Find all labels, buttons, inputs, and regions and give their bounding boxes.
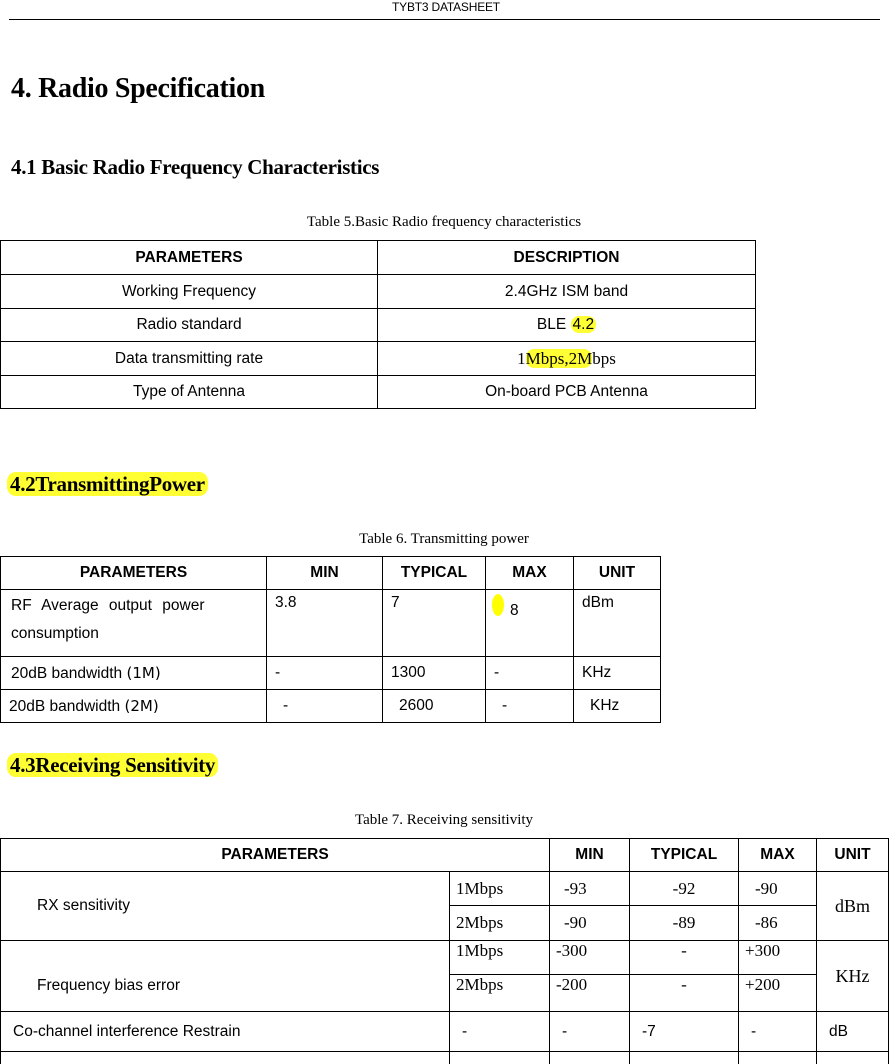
table-7-caption: Table 7. Receiving sensitivity — [354, 812, 534, 828]
param-cell: Radio standard — [1, 309, 378, 342]
rate-cell: 2Mbps — [450, 906, 550, 941]
unit-cell: dB — [817, 1012, 889, 1052]
subsection-title-4-1: 4.1 Basic Radio Frequency Characteristics — [11, 155, 380, 179]
table-row — [1, 657, 661, 690]
max-cell: -90 — [739, 872, 817, 906]
desc-cell — [378, 309, 756, 342]
highlight-mark — [492, 594, 504, 616]
table-row — [1, 941, 889, 975]
min-cell: - — [267, 657, 383, 690]
param-cell — [1, 690, 267, 723]
typical-cell: - — [630, 941, 739, 975]
table-header-row — [1, 839, 889, 872]
max-cell: -86 — [739, 906, 817, 941]
table-row — [1, 590, 661, 657]
min-cell: - — [550, 1012, 630, 1052]
table-row — [1, 342, 756, 376]
min-cell: -300 — [550, 941, 630, 975]
table-6-transmitting-power — [0, 556, 661, 723]
param-text: 20dB bandwidth — [11, 664, 123, 682]
header-typical: TYPICAL — [383, 557, 486, 590]
header-rule — [9, 19, 880, 20]
typical-cell: -7 — [630, 1012, 739, 1052]
max-cell: +300 — [739, 941, 817, 975]
table-row — [1, 376, 756, 409]
subsection-title-4-3 — [7, 752, 218, 778]
param-cell: Data transmitting rate — [1, 342, 378, 376]
min-cell: -200 — [550, 975, 630, 1012]
rate-cell: - — [450, 1012, 550, 1052]
max-value: 8 — [510, 602, 519, 619]
min-cell: -93 — [550, 872, 630, 906]
table-row — [1, 1012, 889, 1052]
param-suffix: (1M) — [126, 663, 161, 682]
max-cell: +200 — [739, 975, 817, 1012]
running-header: TYBT3 DATASHEET — [392, 0, 500, 14]
typical-cell: 7 — [383, 590, 486, 657]
param-cell: Co-channel interference Restrain — [1, 1012, 450, 1052]
empty-cell — [450, 1052, 550, 1064]
param-cell: Working Frequency — [1, 275, 378, 309]
table-row — [1, 690, 661, 723]
empty-cell — [1, 1052, 450, 1064]
header-max: MAX — [486, 557, 574, 590]
header-unit: UNIT — [817, 839, 889, 872]
param-suffix: (2M) — [124, 696, 159, 715]
table-row — [1, 872, 889, 906]
section-title: 4. Radio Specification — [11, 73, 265, 104]
typical-cell: - — [630, 975, 739, 1012]
param-cell: RX sensitivity — [1, 872, 450, 941]
empty-cell — [739, 1052, 817, 1064]
highlighted-text: Mbps,2M — [525, 348, 593, 368]
header-parameters: PARAMETERS — [1, 557, 267, 590]
table-5-basic-rf — [0, 240, 756, 409]
typical-cell: 2600 — [383, 690, 486, 723]
table-6-caption: Table 6. Transmitting power — [359, 531, 529, 547]
desc-text: bps — [592, 348, 616, 368]
desc-text: 1 — [517, 348, 526, 368]
rate-cell: 1Mbps — [450, 872, 550, 906]
table-header-row — [1, 241, 756, 275]
typical-cell: -92 — [630, 872, 739, 906]
unit-cell: KHz — [817, 941, 889, 1012]
empty-cell — [630, 1052, 739, 1064]
param-cell — [1, 657, 267, 690]
param-cell: Frequency bias error — [1, 941, 450, 1012]
highlighted-heading: 4.3Receiving Sensitivity — [7, 753, 218, 777]
desc-cell — [378, 342, 756, 376]
desc-cell: 2.4GHz ISM band — [378, 275, 756, 309]
table-5-caption: Table 5.Basic Radio frequency characteristics — [306, 214, 582, 230]
min-cell: 3.8 — [267, 590, 383, 657]
unit-cell: KHz — [574, 690, 661, 723]
header-parameters: PARAMETERS — [1, 839, 550, 872]
unit-cell: dBm — [574, 590, 661, 657]
subsection-title-4-2 — [7, 471, 208, 497]
highlighted-heading: 4.2TransmittingPower — [7, 472, 208, 496]
header-min: MIN — [267, 557, 383, 590]
header-parameters: PARAMETERS — [1, 241, 378, 275]
param-cell: RF Average output power consumption — [1, 590, 267, 657]
highlighted-text: 4.2 — [572, 316, 595, 333]
table-row — [1, 309, 756, 342]
table-row — [1, 275, 756, 309]
header-unit: UNIT — [574, 557, 661, 590]
rate-cell: 1Mbps — [450, 941, 550, 975]
desc-cell: On-board PCB Antenna — [378, 376, 756, 409]
table-row-partial — [1, 1052, 889, 1064]
table-header-row — [1, 557, 661, 590]
min-cell: -90 — [550, 906, 630, 941]
typical-cell: -89 — [630, 906, 739, 941]
max-cell — [486, 590, 574, 657]
min-cell: - — [267, 690, 383, 723]
param-cell: Type of Antenna — [1, 376, 378, 409]
unit-cell: KHz — [574, 657, 661, 690]
max-cell: - — [739, 1012, 817, 1052]
empty-cell — [550, 1052, 630, 1064]
param-text: 20dB bandwidth — [9, 697, 121, 715]
header-min: MIN — [550, 839, 630, 872]
max-cell: - — [486, 657, 574, 690]
desc-text: BLE — [536, 316, 571, 333]
rate-cell: 2Mbps — [450, 975, 550, 1012]
header-typical: TYPICAL — [630, 839, 739, 872]
empty-cell — [817, 1052, 889, 1064]
table-7-receiving-sensitivity — [0, 838, 889, 1064]
header-max: MAX — [739, 839, 817, 872]
unit-cell: dBm — [817, 872, 889, 941]
header-description: DESCRIPTION — [378, 241, 756, 275]
max-cell: - — [486, 690, 574, 723]
typical-cell: 1300 — [383, 657, 486, 690]
